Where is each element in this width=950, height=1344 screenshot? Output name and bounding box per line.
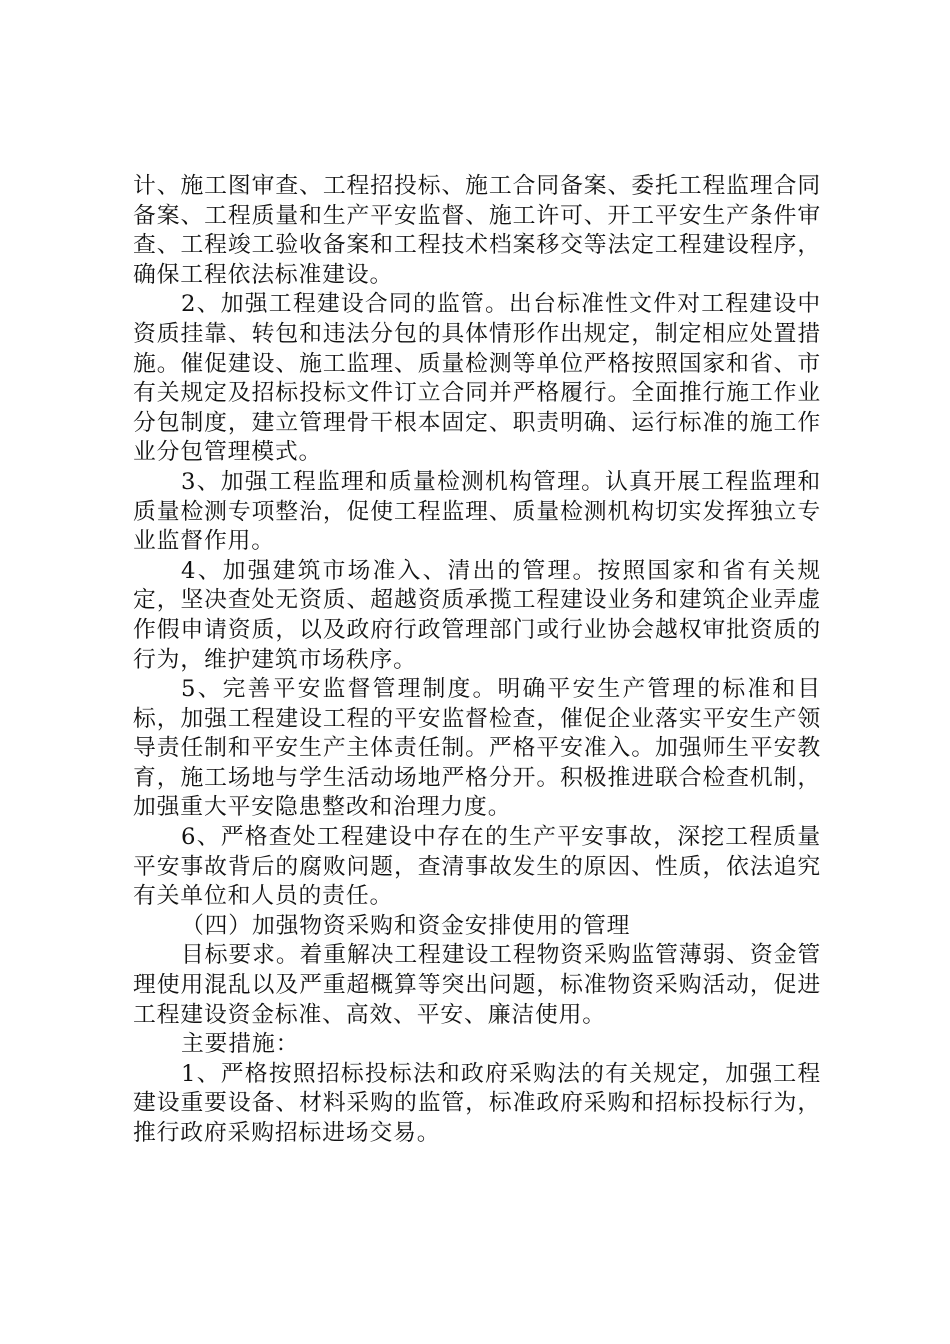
section-heading-procurement: （四）加强物资采购和资金安排使用的管理	[181, 912, 631, 939]
paragraph-supervision-inspection-agencies: 3、加强工程监理和质量检测机构管理。认真开展工程监理和质量检测专项整治，促使工程监理、质量检测机构切实发挥独立专业监督作用。	[133, 468, 821, 555]
paragraph-construction-procedures: 计、施工图审查、工程招投标、施工合同备案、委托工程监理合同备案、工程质量和生产平安监督、施工许可、开工平安生产条件审查、工程竣工验收备案和工程技术档案移交等法定工程建设程序，确保工程依法标准建设。	[133, 173, 821, 288]
paragraph-accident-investigation: 6、严格查处工程建设中存在的生产平安事故，深挖工程质量平安事故背后的腐败问题，查清事故发生的原因、性质，依法追究有关单位和人员的责任。	[133, 824, 821, 910]
paragraph-tendering-procurement: 1、严格按照招标投标法和政府采购法的有关规定，加强工程建设重要设备、材料采购的监管，标准政府采购和招标投标行为，推行政府采购招标进场交易。	[133, 1060, 821, 1146]
paragraph-objectives: 目标要求。着重解决工程建设工程物资采购监管薄弱、资金管理使用混乱以及严重超概算等突出问题，标准物资采购活动，促进工程建设资金标准、高效、平安、廉洁使用。	[133, 942, 821, 1028]
paragraph-contract-supervision: 2、加强工程建设合同的监管。出台标准性文件对工程建设中资质挂靠、转包和违法分包的具体情形作出规定，制定相应处置措施。催促建设、施工监理、质量检测等单位严格按照国家和省、市有关规定及招标投标文件订立合同并严格履行。全面推行施工作业分包制度，建立管理骨干根本固定、职责明确、运行标准的施工作业分包管理模式。	[133, 291, 821, 466]
document-body	[133, 172, 821, 1149]
paragraph-market-access: 4、加强建筑市场准入、清出的管理。按照国家和省有关规定，坚决查处无资质、超越资质承揽工程建设业务和建筑企业弄虚作假申请资质，以及政府行政管理部门或行业协会越权审批资质的行为，维护建筑市场秩序。	[133, 557, 821, 673]
paragraph-main-measures-label: 主要措施：	[181, 1031, 300, 1058]
paragraph-safety-supervision: 5、完善平安监督管理制度。明确平安生产管理的标准和目标，加强工程建设工程的平安监督检查，催促企业落实平安生产领导责任制和平安生产主体责任制。严格平安准入。加强师生平安教育，施工场地与学生活动场地严格分开。积极推进联合检查机制，加强重大平安隐患整改和治理力度。	[133, 676, 821, 821]
